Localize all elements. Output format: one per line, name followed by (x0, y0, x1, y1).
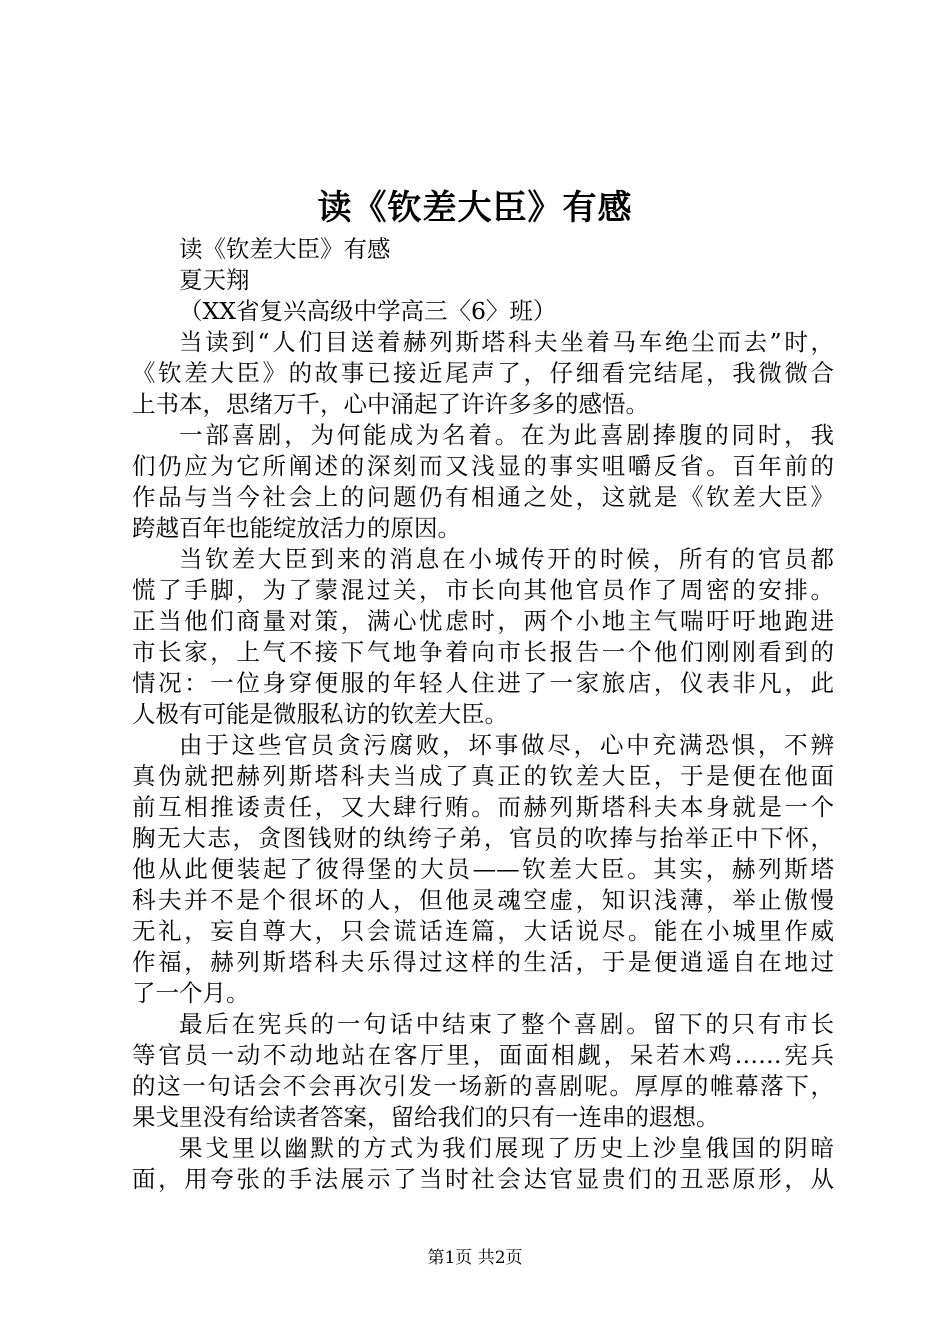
page-footer: 第1页 共2页 (427, 1248, 523, 1268)
paragraph-line: 跨越百年也能绽放活力的原因。 (132, 514, 461, 542)
paragraph-line: 无礼，妄自尊大，只会谎话连篇，大话说尽。能在小城里作威 (132, 917, 834, 945)
paragraph-line: 市长家，上气不接下气地争着向市长报告一个他们刚刚看到的 (132, 638, 834, 666)
paragraph-line: 前互相推诿责任，又大肆行贿。而赫列斯塔科夫本身就是一个 (132, 793, 834, 821)
header-line-author: 夏天翔 (179, 266, 250, 294)
paragraph-line: 果戈里没有给读者答案，留给我们的只有一连串的遐想。 (132, 1103, 720, 1131)
paragraph-line: 当读到“人们目送着赫列斯塔科夫坐着马车绝尘而去”时， (179, 328, 834, 356)
paragraph-line: 们仍应为它所阐述的深刻而又浅显的事实咀嚼反省。百年前的 (132, 452, 834, 480)
paragraph-line: 最后在宪兵的一句话中结束了整个喜剧。留下的只有市长 (179, 1010, 834, 1038)
header-line-article-title: 读《钦差大臣》有感 (179, 235, 391, 263)
paragraph-line: 上书本，思绪万千，心中涌起了许许多多的感悟。 (132, 390, 649, 418)
header-line-school: （XX省复兴高级中学高三〈6〉班） (179, 297, 557, 325)
paragraph-line: 正当他们商量对策，满心忧虑时，两个小地主气喘吁吁地跑进 (132, 607, 834, 635)
paragraph-line: 慌了手脚，为了蒙混过关，市长向其他官员作了周密的安排。 (132, 576, 834, 604)
paragraph-line: 果戈里以幽默的方式为我们展现了历史上沙皇俄国的阴暗 (179, 1134, 834, 1162)
paragraph-line: 《钦差大臣》的故事已接近尾声了，仔细看完结尾，我微微合 (132, 359, 834, 387)
paragraph-line: 情况：一位身穿便服的年轻人住进了一家旅店，仪表非凡，此 (132, 669, 834, 697)
document-body (132, 234, 834, 1195)
paragraph-line: 真伪就把赫列斯塔科夫当成了真正的钦差大臣，于是便在他面 (132, 762, 834, 790)
paragraph-line: 人极有可能是微服私访的钦差大臣。 (132, 700, 508, 728)
paragraph-line: 面，用夸张的手法展示了当时社会达官显贵们的丑恶原形，从 (132, 1165, 834, 1193)
document-title: 读《钦差大臣》有感 (317, 188, 633, 228)
paragraph-line: 由于这些官员贪污腐败，坏事做尽，心中充满恐惧，不辨 (179, 731, 834, 759)
paragraph-line: 作品与当今社会上的问题仍有相通之处，这就是《钦差大臣》 (132, 483, 834, 511)
paragraph-line: 他从此便装起了彼得堡的大员——钦差大臣。其实，赫列斯塔 (132, 855, 834, 883)
paragraph-line: 等官员一动不动地站在客厅里，面面相觑，呆若木鸡……宪兵 (132, 1041, 834, 1069)
paragraph-line: 一部喜剧，为何能成为名着。在为此喜剧捧腹的同时，我 (179, 421, 834, 449)
paragraph-line: 的这一句话会不会再次引发一场新的喜剧呢。厚厚的帷幕落下， (132, 1072, 834, 1100)
paragraph-line: 作福，赫列斯塔科夫乐得过这样的生活，于是便逍遥自在地过 (132, 948, 834, 976)
paragraph-line: 胸无大志，贪图钱财的纨绔子弟，官员的吹捧与抬举正中下怀， (132, 824, 834, 852)
paragraph-line: 科夫并不是个很坏的人，但他灵魂空虚，知识浅薄，举止傲慢 (132, 886, 834, 914)
paragraph-line: 了一个月。 (132, 979, 250, 1007)
paragraph-line: 当钦差大臣到来的消息在小城传开的时候，所有的官员都 (179, 545, 834, 573)
